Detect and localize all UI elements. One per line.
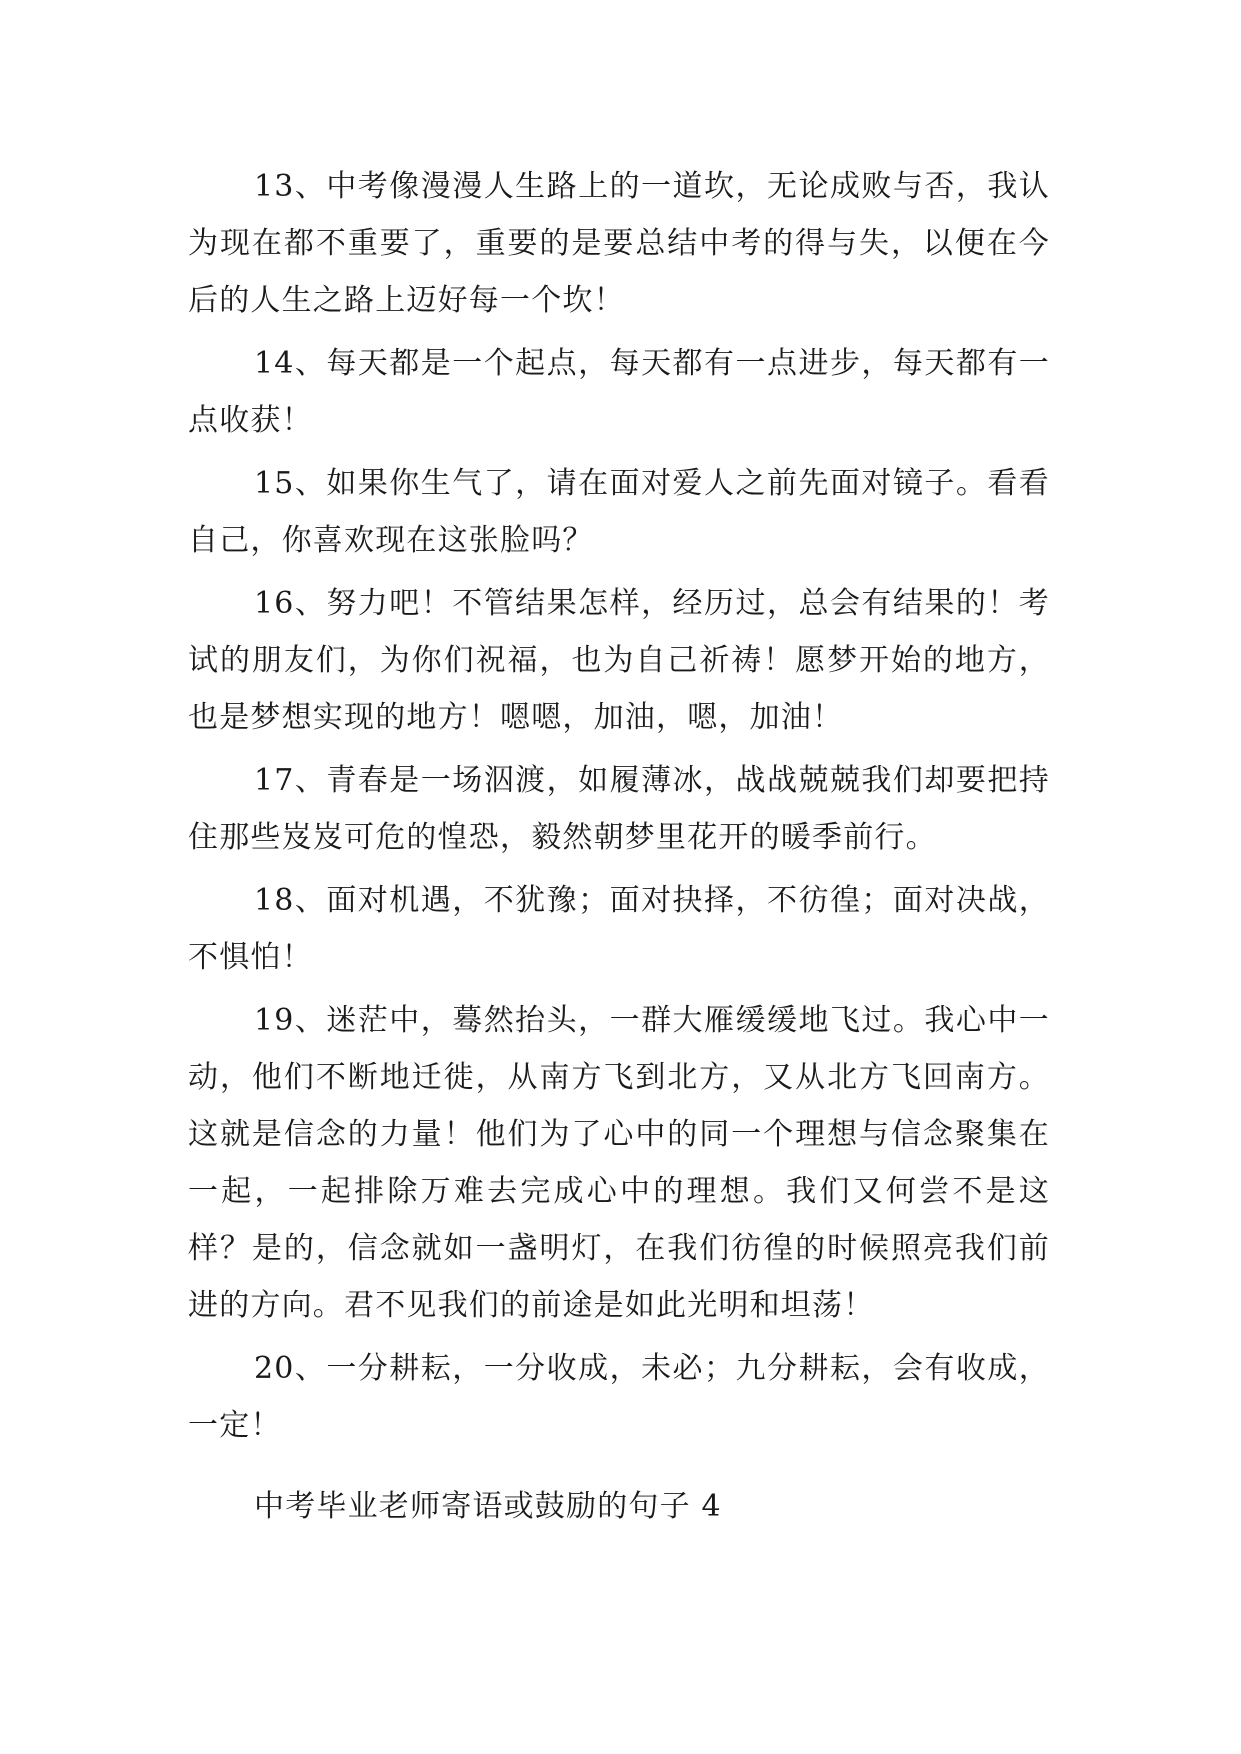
paragraph-20: 20、一分耕耘，一分收成，未必；九分耕耘，会有收成，一定！ bbox=[188, 1351, 1050, 1443]
paragraph-17: 17、青春是一场泅渡，如履薄冰，战战兢兢我们却要把持住那些岌岌可危的惶恐，毅然朝梦里花开的暖季前行。 bbox=[188, 763, 1050, 855]
document-body bbox=[188, 158, 1050, 1460]
paragraph-19: 19、迷茫中，蓦然抬头，一群大雁缓缓地飞过。我心中一动，他们不断地迁徙，从南方飞到北方，又从北方飞回南方。这就是信念的力量！他们为了心中的同一个理想与信念聚集在一起，一起排除万难去完成心中的理想。我们又何尝不是这样？是的，信念就如一盏明灯，在我们彷徨的时候照亮我们前进的方向。君不见我们的前途是如此光明和坦荡！ bbox=[188, 1003, 1050, 1323]
paragraph-15: 15、如果你生气了，请在面对爱人之前先面对镜子。看看自己，你喜欢现在这张脸吗？ bbox=[188, 466, 1050, 558]
paragraph-18: 18、面对机遇，不犹豫；面对抉择，不彷徨；面对决战，不惧怕！ bbox=[188, 883, 1050, 975]
paragraph-14: 14、每天都是一个起点，每天都有一点进步，每天都有一点收获！ bbox=[188, 346, 1050, 438]
section-heading: 中考毕业老师寄语或鼓励的句子 4 bbox=[254, 1489, 722, 1524]
paragraph-16: 16、努力吧！不管结果怎样，经历过，总会有结果的！考试的朋友们，为你们祝福，也为自己祈祷！愿梦开始的地方，也是梦想实现的地方！嗯嗯，加油，嗯，加油！ bbox=[188, 586, 1050, 735]
paragraph-13: 13、中考像漫漫人生路上的一道坎，无论成败与否，我认为现在都不重要了，重要的是要总结中考的得与失，以便在今后的人生之路上迈好每一个坎！ bbox=[188, 169, 1050, 318]
